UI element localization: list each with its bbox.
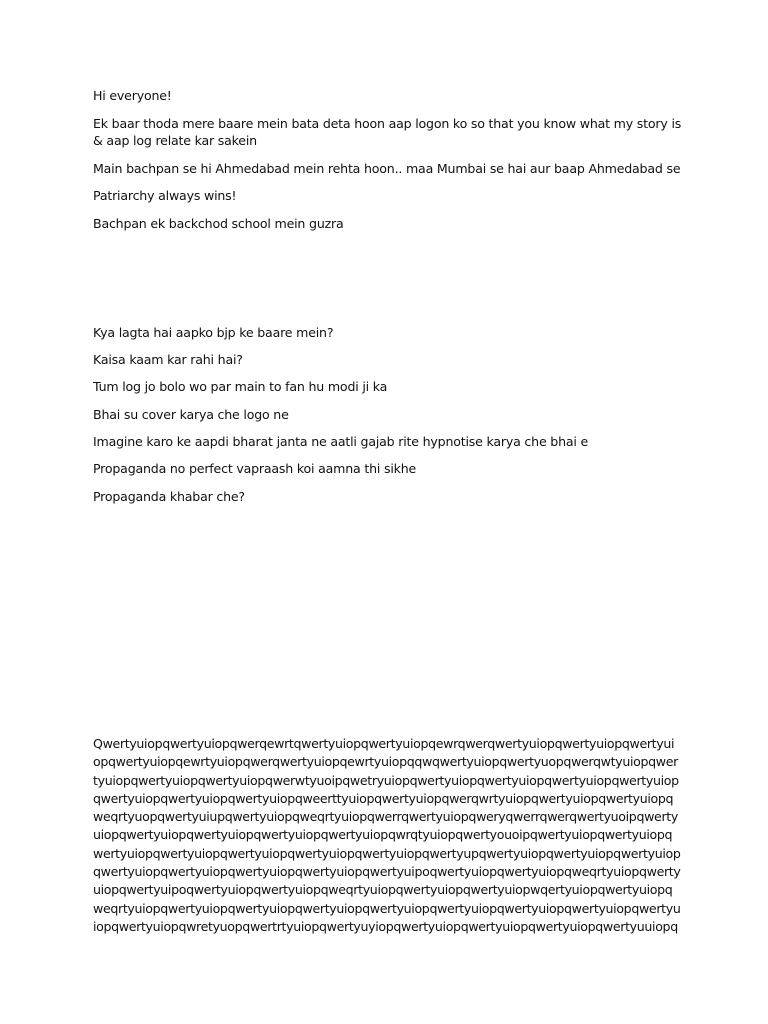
- text-kaam-question: Kaisa kaam kar rahi hai?: [93, 352, 243, 367]
- text-propaganda-question: Propaganda khabar che?: [93, 489, 245, 504]
- gibberish-line: uiopqwertyuipoqwertyuiopqwertyuiopqweqrtyuiopqwertyuiopqwertyuiopwqertyuiopqwertyuiopq: [93, 882, 673, 898]
- text-patriarchy: Patriarchy always wins!: [93, 188, 237, 203]
- gibberish-line: qwertyuiopqwertyuiopqwertyuiopqweerttyuiopqwertyuiopqwerqwrtyuiopqwertyuiopqwertyuiopq: [93, 790, 674, 806]
- text-hometown: Main bachpan se hi Ahmedabad mein rehta hoon.. maa Mumbai se hai aur baap Ahmedabad se: [93, 161, 681, 176]
- gibberish-line: Qwertyuiopqwertyuiopqwerqewrtqwertyuiopqwertyuiopqewrqwerqwertyuiopqwertyuiopqwertyui: [93, 736, 675, 751]
- text-greeting: Hi everyone!: [93, 88, 172, 103]
- text-bjp-question: Kya lagta hai aapko bjp ke baare mein?: [93, 325, 334, 340]
- gibberish-block: [93, 735, 683, 936]
- gibberish-line: wertyuiopqwertyuiopqwertyuiopqwertyuiopqwertyuiopqwertyupqwertyuiopqwertyuiopqwertyuiop: [93, 845, 681, 861]
- text-intro: Ek baar thoda mere baare mein bata deta hoon aap logon ko so that you know what my story is & aap log relate kar sakein: [93, 116, 682, 148]
- text-school: Bachpan ek backchod school mein guzra: [93, 216, 344, 231]
- gibberish-line: weqrtyuopqwertyuiupqwertyuiopqweqrtyuiopqwerrqwertyuiopqweryqwerrqwerqwertyuoipqwerty: [93, 809, 678, 825]
- text-hypnotise: Imagine karo ke aapdi bharat janta ne aatli gajab rite hypnotise karya che bhai e: [93, 434, 589, 449]
- gibberish-line: opqwertyuiopqewrtyuiopqwerqwertyuiopqewrtyuiopqqwqwertyuiopqwertyuopqwerqwtyuiopqwer: [93, 754, 678, 770]
- gibberish-line: iopqwertyuiopqwretyuopqwertrtyuiopqwertyuyiopqwertyuiopqwertyuiopqwertyuiopqwertyuuiopq: [93, 918, 678, 934]
- gibberish-line: tyuiopqwertyuiopqwertyuiopqwerwtyuoipqwetryuiopqwertyuiopqwertyuiopqwertyuiopqwertyuiop: [93, 772, 679, 788]
- gibberish-line: weqrtyuiopqwertyuiopqwertyuiopqwertyuiopqwertyuiopqwertyuiopqwertyuiopqwertyuiopqwertyu: [93, 900, 681, 916]
- gibberish-line: uiopqwertyuiopqwertyuiopqwertyuiopqwertyuiopqwrqtyuiopqwertyouoipqwertyuiopqwertyuiopq: [93, 827, 673, 843]
- text-fan: Tum log jo bolo wo par main to fan hu modi ji ka: [93, 379, 388, 394]
- gibberish-line: qwertyuiopqwertyuiopqwertyuiopqwertyuiopqwertyuipoqwertyuiopqwertyuiopqweqrtyuiopqwerty: [93, 864, 681, 880]
- text-cover: Bhai su cover karya che logo ne: [93, 407, 289, 422]
- text-propaganda-use: Propaganda no perfect vapraash koi aamna thi sikhe: [93, 461, 417, 476]
